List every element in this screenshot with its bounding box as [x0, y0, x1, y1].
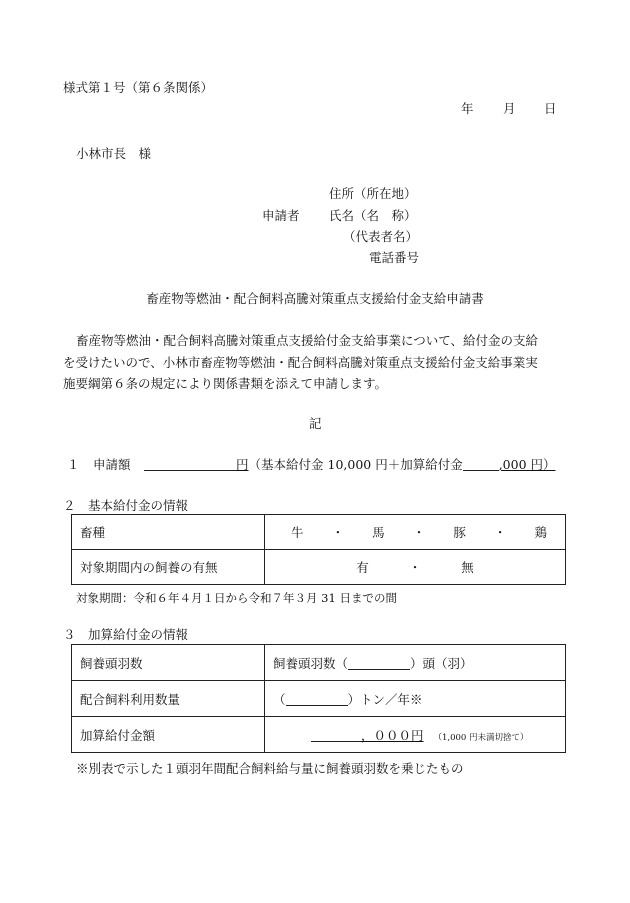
table-row: [72, 515, 566, 550]
table-row: [72, 717, 566, 753]
applicant-representative-label: （代表者名）: [343, 229, 419, 244]
application-amount-field[interactable]: [144, 457, 556, 473]
additional-amount-cell[interactable]: [265, 717, 566, 753]
livestock-type-label: 畜種: [72, 515, 265, 550]
body-line-2: を受けたいので、小林市畜産物等燃油・配合飼料高騰対策重点支援給付金支給事業実: [63, 355, 538, 370]
section1-yen: 円: [236, 457, 249, 472]
herd-count-prefix: 飼養頭羽数（: [273, 655, 349, 671]
additional-amount-value: ，０００円: [361, 727, 424, 743]
form-number: 様式第１号（第６条関係）: [63, 80, 214, 95]
section1-detail-open: （基本給付金 10,000 円＋加算給付金: [248, 457, 463, 472]
section3-heading: ３ 加算給付金の情報: [63, 627, 189, 642]
date-month-label: 月: [503, 101, 516, 116]
section3-footnote: ※別表で示した１頭羽年間配合飼料給与量に飼養頭羽数を乗じたもの: [76, 761, 464, 776]
applicant-phone-label: 電話番号: [369, 250, 420, 265]
option-chicken[interactable]: 鶏: [534, 525, 547, 540]
separator: ・: [408, 560, 422, 575]
section1-number: １: [67, 457, 80, 472]
herd-count-blank[interactable]: [348, 657, 410, 670]
feed-usage-prefix: （: [273, 691, 286, 707]
basic-benefit-table: [71, 514, 566, 585]
option-cattle[interactable]: 牛: [291, 525, 304, 540]
herd-count-label: 飼養頭羽数: [72, 645, 265, 681]
option-pig[interactable]: 豚: [453, 525, 466, 540]
date-day-label: 日: [544, 101, 557, 116]
section1-label: 申請額: [93, 457, 131, 472]
document-title: 畜産物等燃油・配合飼料高騰対策重点支援給付金支給申請書: [146, 291, 484, 306]
raising-status-label: 対象期間内の飼養の有無: [72, 550, 265, 585]
rounding-note: （1,000 円未満切捨て）: [433, 732, 529, 743]
additional-amount-field-blank[interactable]: [311, 729, 361, 742]
feed-usage-label: 配合飼料利用数量: [72, 681, 265, 717]
separator: ・: [331, 525, 345, 540]
additional-amount-blank[interactable]: [463, 458, 499, 471]
section1-detail-close: ,000 円）: [498, 457, 556, 472]
table-row: [72, 681, 566, 717]
table-row: [72, 645, 566, 681]
applicant-name-label: 氏名（名 称）: [329, 208, 417, 223]
option-no[interactable]: 無: [461, 560, 474, 575]
option-horse[interactable]: 馬: [372, 525, 385, 540]
raising-status-options[interactable]: [265, 550, 566, 585]
feed-usage-cell[interactable]: [265, 681, 566, 717]
additional-amount-label: 加算給付金額: [72, 717, 265, 753]
ki-marker: 記: [309, 416, 322, 431]
herd-count-cell[interactable]: [265, 645, 566, 681]
applicant-role-label: 申請者: [262, 208, 300, 223]
option-yes[interactable]: 有: [356, 560, 369, 575]
table-row: [72, 550, 566, 585]
addressee: 小林市長 様: [76, 146, 152, 161]
applicant-address-label: 住所（所在地）: [329, 186, 417, 201]
section2-heading: ２ 基本給付金の情報: [63, 498, 189, 513]
additional-benefit-table: [71, 644, 566, 753]
body-line-1: 畜産物等燃油・配合飼料高騰対策重点支援給付金支給事業について、給付金の支給: [76, 333, 539, 348]
application-amount-blank[interactable]: [144, 458, 236, 471]
date-year-label: 年: [461, 101, 474, 116]
livestock-type-options[interactable]: [265, 515, 566, 550]
herd-count-suffix: ）頭（羽）: [410, 655, 473, 671]
feed-usage-suffix: ）トン／年※: [347, 691, 423, 707]
target-period-note: 対象期間：令和６年４月１日から令和７年３月 31 日までの間: [76, 591, 397, 605]
body-line-3: 施要綱第６条の規定により関係書類を添えて申請します。: [63, 376, 388, 391]
separator: ・: [493, 525, 507, 540]
separator: ・: [412, 525, 426, 540]
feed-usage-blank[interactable]: [286, 693, 348, 706]
